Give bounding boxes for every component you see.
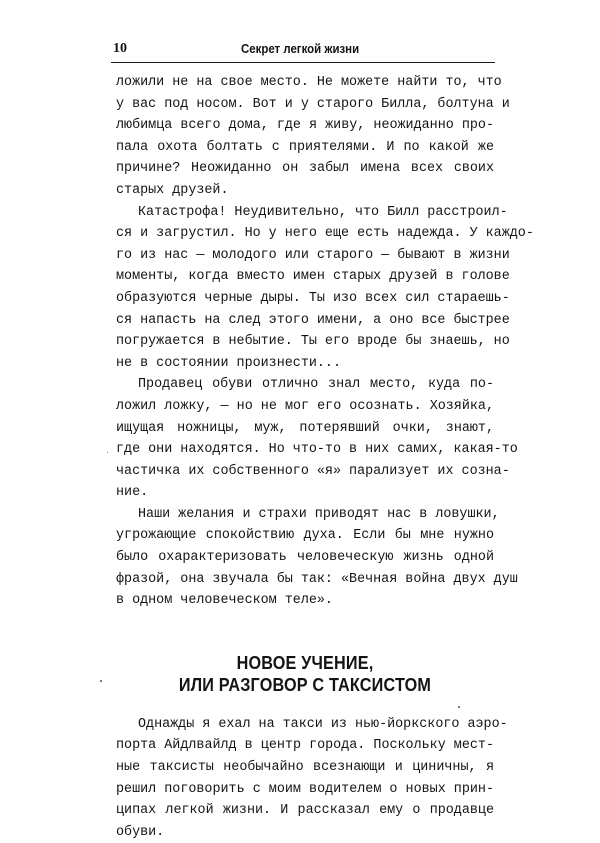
text-line: не в состоянии произнести... xyxy=(116,355,341,371)
text-line: ся и загрустил. Но у него еще есть надежда. У каждо- xyxy=(116,226,534,242)
text-line: ложили не на свое место. Не можете найти то, что xyxy=(116,75,502,90)
text-line: старых друзей. xyxy=(116,182,229,198)
section-heading xyxy=(116,652,494,696)
text-line: где они находятся. Но что-то в них самих, какая-то xyxy=(116,442,518,458)
text-line: решил поговорить с моим водителем о новых прин- xyxy=(116,781,494,797)
text-line: го из нас — молодого или старого — бывают в жизни xyxy=(116,247,510,263)
text-line: ложил ложку, — но не мог его осознать. Хозяйка, xyxy=(116,398,494,414)
text-line: причине? Неожиданно он забыл имена всех своих xyxy=(116,161,494,177)
text-line: ся напасть на след этого имени, а оно все быстрее xyxy=(116,312,510,328)
text-line: пала охота болтать с приятелями. И по какой же xyxy=(116,139,494,155)
scan-speck xyxy=(107,452,108,453)
scan-speck xyxy=(458,706,460,708)
body-text xyxy=(116,72,534,843)
text-line: Однажды я ехал на такси из нью-йоркского аэро- xyxy=(138,716,508,732)
text-line: в одном человеческом теле». xyxy=(116,593,333,609)
book-title: Секрет легкой жизни xyxy=(241,41,360,56)
scan-speck xyxy=(100,680,102,682)
text-line: Продавец обуви отлично знал место, куда по- xyxy=(138,377,494,393)
text-line: погружается в небытие. Ты его вроде бы знаешь, но xyxy=(116,334,510,350)
text-line: ищущая ножницы, муж, потерявший очки, знают, xyxy=(116,420,494,436)
text-line: было охарактеризовать человеческую жизнь одной xyxy=(116,550,494,566)
section-heading-line-1: НОВОЕ УЧЕНИЕ, xyxy=(236,652,374,673)
text-line: Наши желания и страхи приводят нас в ловушки, xyxy=(138,506,500,522)
text-line: ципах легкой жизни. И рассказал ему о продавце xyxy=(116,803,494,819)
paragraph-3 xyxy=(116,374,518,504)
text-line: любимца всего дома, где я живу, неожиданно про- xyxy=(116,118,494,134)
text-line: фразой, она звучала бы так: «Вечная война двух душ xyxy=(116,571,518,587)
text-line: порта Айдлвайлд в центр города. Поскольку мест- xyxy=(116,738,494,754)
text-line: ние. xyxy=(116,485,149,501)
paragraph-1 xyxy=(116,72,510,202)
section-paragraph xyxy=(116,714,508,843)
text-line: образуются черные дыры. Ты изо всех сил стараешь- xyxy=(116,290,510,306)
text-line: у вас под носом. Вот и у старого Билла, болтуна и xyxy=(116,96,510,112)
page-number: 10 xyxy=(113,41,127,56)
text-line: ные таксисты необычайно всезнающи и циничны, я xyxy=(116,760,494,776)
text-line: Катастрофа! Неудивительно, что Билл расстроил- xyxy=(138,204,508,220)
paragraph-2 xyxy=(116,202,534,375)
text-line: обуви. xyxy=(116,824,165,840)
text-line: частичка их собственного «я» парализует их созна- xyxy=(116,463,510,479)
text-line: угрожающие спокойствию духа. Если бы мне нужно xyxy=(116,528,494,544)
running-head xyxy=(111,40,495,63)
paragraph-4 xyxy=(116,504,518,612)
section-heading-line-2: ИЛИ РАЗГОВОР С ТАКСИСТОМ xyxy=(178,674,432,695)
text-line: моменты, когда вместо имен старых друзей в голове xyxy=(116,269,510,285)
